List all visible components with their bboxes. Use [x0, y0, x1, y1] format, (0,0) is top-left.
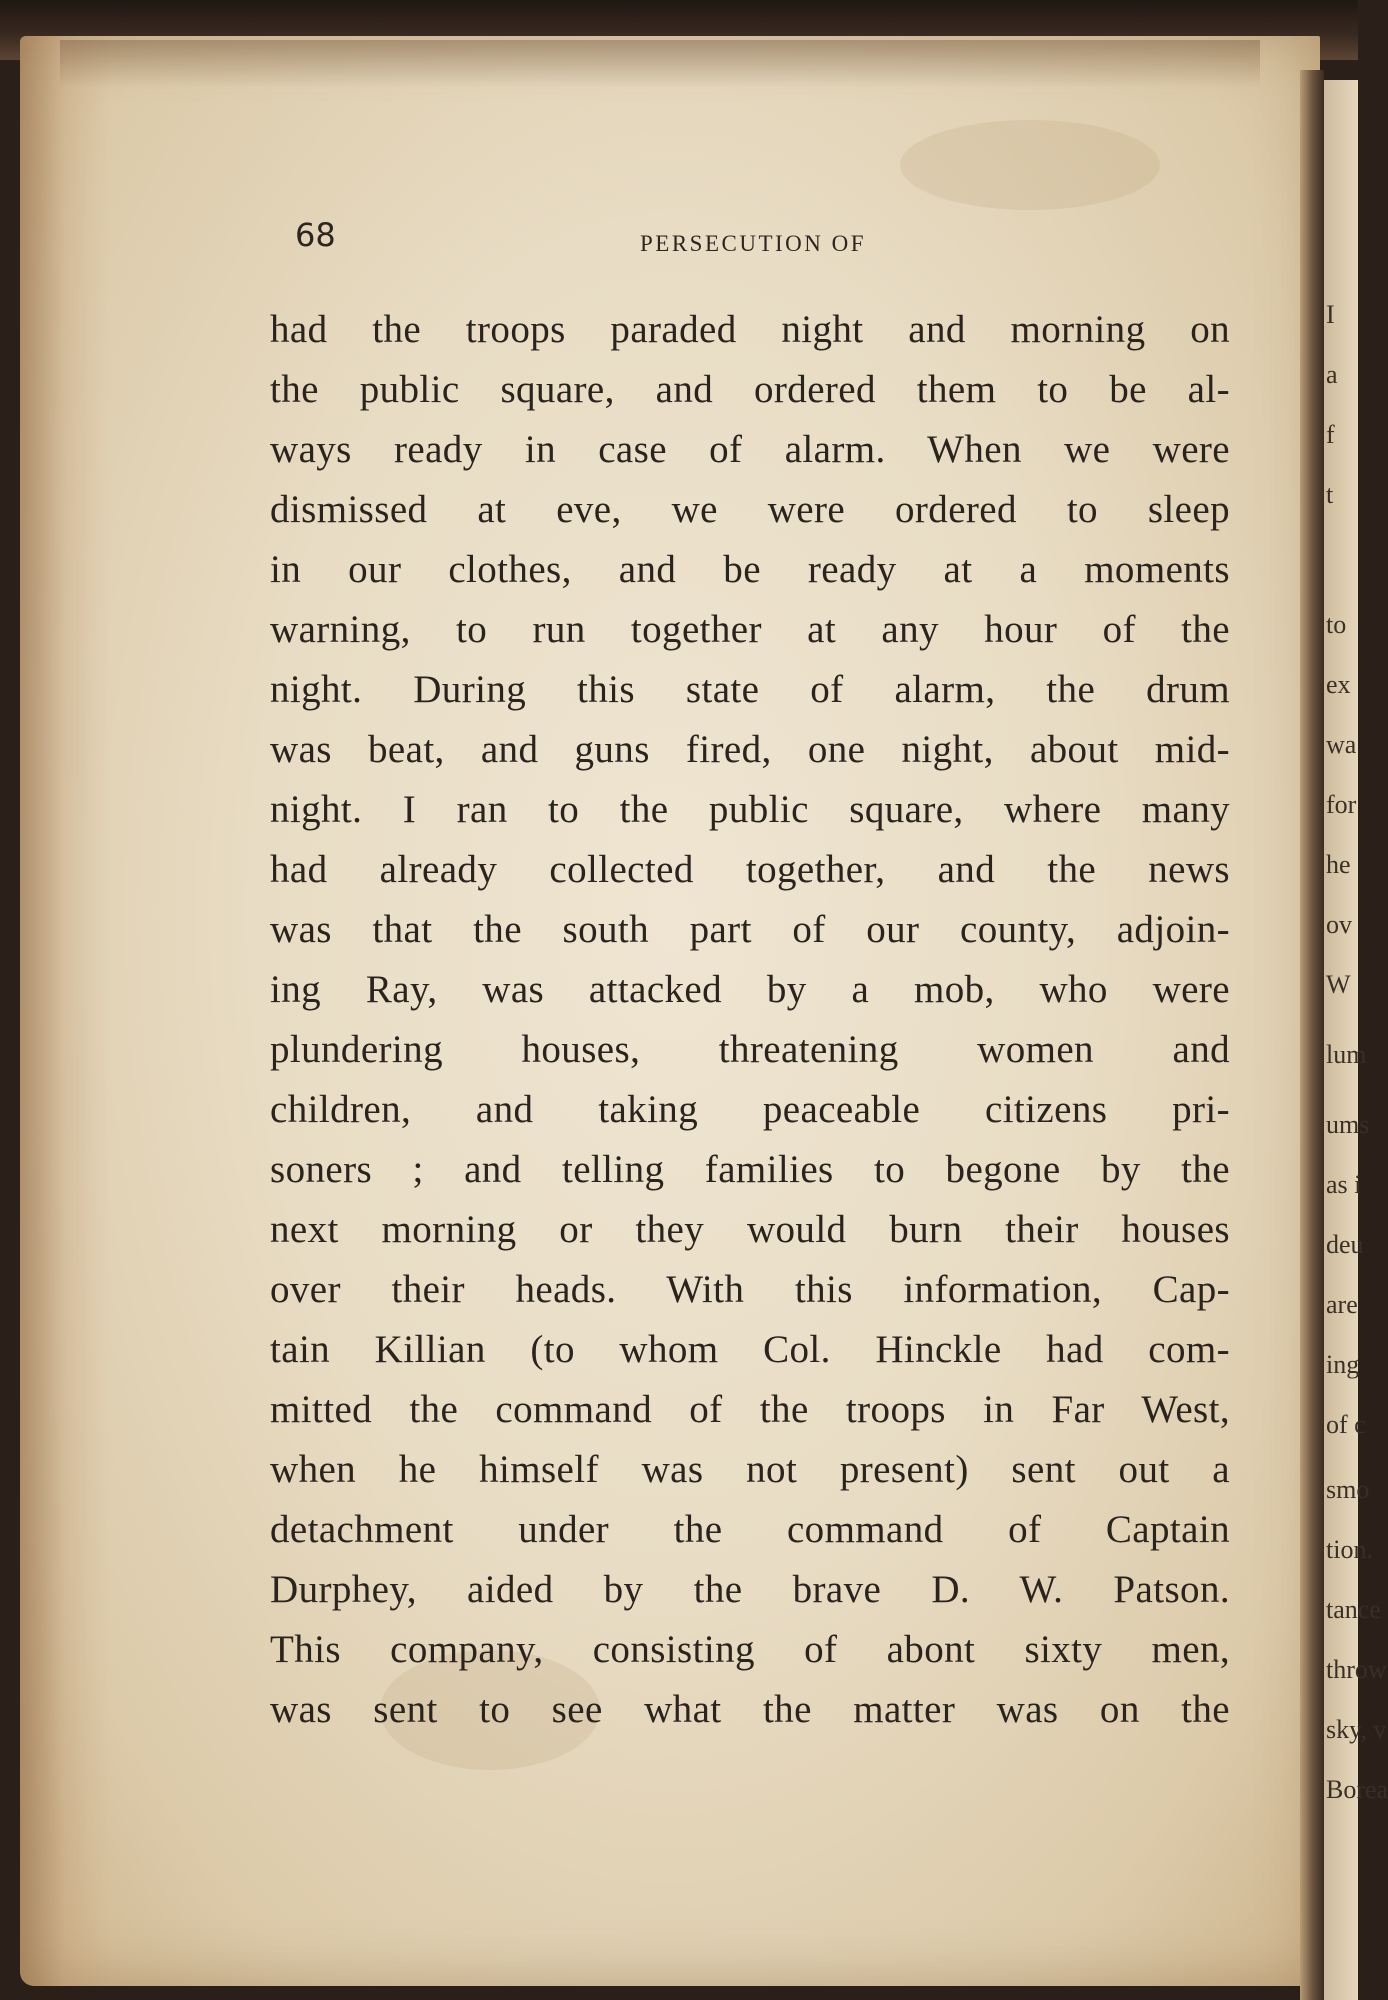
running-head — [295, 216, 1225, 266]
text-line: ing Ray, was attacked by a mob, who were — [270, 968, 1230, 1011]
page-number: 68 — [295, 216, 336, 254]
running-title: PERSECUTION OF — [640, 231, 867, 256]
facing-text-fragment: he — [1326, 850, 1351, 879]
text-line: night. I ran to the public square, where many — [270, 788, 1230, 831]
text-line: the public square, and ordered them to be al- — [270, 368, 1230, 411]
facing-text-fragment: lum — [1326, 1040, 1367, 1069]
text-line: had already collected together, and the news — [270, 848, 1230, 891]
facing-text-fragment: as i — [1326, 1170, 1362, 1199]
facing-text-fragment: to — [1326, 610, 1347, 639]
facing-text-fragment: sky, v — [1326, 1715, 1387, 1744]
text-line: ways ready in case of alarm. When we were — [270, 428, 1230, 471]
facing-text-fragment: are — [1326, 1290, 1358, 1319]
text-line: soners ; and telling families to begone by the — [270, 1148, 1230, 1191]
book-gutter — [1300, 70, 1324, 2000]
page-top-shading — [60, 40, 1260, 88]
text-line: next morning or they would burn their houses — [270, 1208, 1230, 1251]
text-line: night. During this state of alarm, the drum — [270, 668, 1230, 711]
text-line: was beat, and guns fired, one night, about mid- — [270, 728, 1230, 771]
text-line: when he himself was not present) sent out a — [270, 1448, 1230, 1491]
text-line: dismissed at eve, we were ordered to sleep — [270, 488, 1230, 531]
paper-stain — [900, 120, 1160, 210]
facing-text-fragment: I — [1326, 300, 1335, 329]
facing-text-fragment: ums — [1326, 1110, 1370, 1139]
text-line: detachment under the command of Captain — [270, 1508, 1230, 1551]
facing-text-fragment: smo — [1326, 1475, 1370, 1504]
text-line: Durphey, aided by the brave D. W. Patson. — [270, 1568, 1230, 1611]
facing-text-fragment: for — [1326, 790, 1357, 819]
facing-text-fragment: tance — [1326, 1595, 1381, 1624]
facing-text-fragment: ing — [1326, 1350, 1360, 1379]
facing-text-fragment: a — [1326, 360, 1338, 389]
facing-text-fragment: throw — [1326, 1655, 1387, 1684]
facing-text-fragment: of c — [1326, 1410, 1366, 1439]
facing-text-fragment: ov — [1326, 910, 1352, 939]
text-line: warning, to run together at any hour of the — [270, 608, 1230, 651]
facing-text-fragment: ex — [1326, 670, 1351, 699]
facing-text-fragment: Borea — [1326, 1775, 1388, 1804]
text-line: was that the south part of our county, adjoin- — [270, 908, 1230, 951]
text-line: This company, consisting of abont sixty men, — [270, 1628, 1230, 1671]
body-text — [270, 300, 1230, 1740]
text-line: plundering houses, threatening women and — [270, 1028, 1230, 1071]
facing-text-fragment: tion. — [1326, 1535, 1373, 1564]
text-line: tain Killian (to whom Col. Hinckle had com- — [270, 1328, 1230, 1371]
text-line: children, and taking peaceable citizens pri- — [270, 1088, 1230, 1131]
text-line: was sent to see what the matter was on the — [270, 1688, 1230, 1731]
text-line: over their heads. With this information, Cap- — [270, 1268, 1230, 1311]
text-line: had the troops paraded night and morning on — [270, 308, 1230, 351]
facing-text-fragment: f — [1326, 420, 1335, 449]
facing-text-fragment: deu — [1326, 1230, 1364, 1259]
text-line: mitted the command of the troops in Far West, — [270, 1388, 1230, 1431]
facing-text-fragment: t — [1326, 480, 1334, 509]
facing-page-edge — [1324, 80, 1388, 2000]
facing-text-fragment: W — [1326, 970, 1351, 999]
facing-text-fragment: wa — [1326, 730, 1357, 759]
text-line: in our clothes, and be ready at a moments — [270, 548, 1230, 591]
page-edge-shading — [20, 36, 110, 1986]
